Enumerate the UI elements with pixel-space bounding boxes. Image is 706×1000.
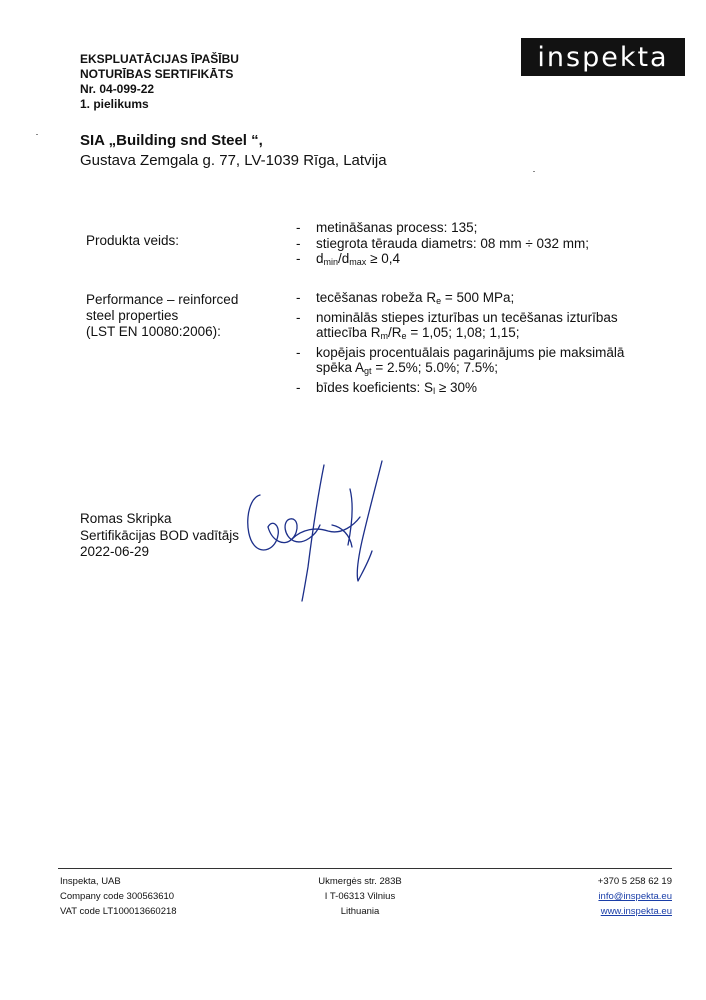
signatory-title: Sertifikācijas BOD vadītājs — [80, 527, 240, 543]
item-text: metināšanas process: 135; — [316, 220, 478, 235]
subscript: e — [436, 296, 442, 306]
subscript: max — [349, 257, 367, 267]
text: spēka A — [316, 360, 365, 375]
list-item — [296, 220, 589, 236]
item-text — [316, 310, 618, 345]
text: nominālās stiepes izturības un tecēšanas izturības — [316, 309, 618, 325]
logo-text: inspekta — [537, 41, 669, 73]
bullet-dash: - — [296, 235, 301, 251]
text: kopējais procentuālais pagarinājums pie maksimālā — [316, 344, 625, 360]
text: attiecība R — [316, 325, 381, 340]
footer-street: Ukmergės str. 283B — [318, 876, 402, 887]
list-item — [296, 380, 624, 400]
certificate-title-line-2: NOTURĪBAS SERTIFIKĀTS — [80, 67, 234, 81]
annex-label: 1. pielikums — [80, 97, 149, 111]
performance-list — [296, 290, 624, 399]
performance-label — [86, 292, 238, 340]
footer-country: Lithuania — [340, 906, 380, 917]
footer-company-code: Company code 300563610 — [60, 891, 175, 902]
footer-company-info — [60, 874, 177, 919]
footer-address — [300, 874, 420, 919]
footer-city: I T-06313 Vilnius — [324, 891, 396, 902]
subscript: l — [433, 385, 436, 396]
signature-date: 2022-06-29 — [80, 544, 150, 559]
item-text — [316, 251, 400, 271]
value: = 1,05; 1,08; 1,15; — [406, 325, 520, 340]
list-item — [296, 236, 589, 252]
handwritten-signature — [232, 455, 392, 615]
signatory-block — [80, 511, 239, 561]
item-text — [316, 290, 514, 310]
label-line: steel properties — [86, 308, 179, 323]
footer-divider — [58, 868, 672, 869]
company-name: SIA „Building snd Steel “, — [80, 132, 263, 149]
value: ≥ 0,4 — [366, 251, 400, 266]
scan-speck — [36, 134, 38, 135]
list-item — [296, 290, 624, 310]
item-text: stiegrota tērauda diametrs: 08 mm ÷ 032 mm; — [316, 235, 590, 251]
label-line: (LST EN 10080:2006): — [86, 324, 221, 339]
certificate-number: Nr. 04-099-22 — [80, 82, 155, 96]
inspekta-logo — [521, 38, 685, 76]
bullet-dash: - — [296, 379, 301, 395]
value: = 2.5%; 5.0%; 7.5%; — [371, 360, 499, 375]
value: = 500 MPa; — [441, 290, 515, 305]
footer-vat-code: VAT code LT100013660218 — [60, 906, 177, 917]
certificate-header — [80, 52, 239, 112]
product-list — [296, 220, 589, 271]
list-item — [296, 310, 624, 345]
item-text — [316, 380, 477, 400]
text: /R — [388, 325, 402, 340]
footer-contacts — [520, 874, 672, 919]
footer-phone: +370 5 258 62 19 — [597, 876, 672, 887]
bullet-dash: - — [296, 220, 301, 235]
company-address: Gustava Zemgala g. 77, LV-1039 Rīga, Latvija — [80, 152, 387, 169]
symbol: /d — [338, 251, 350, 266]
footer-email-link[interactable]: info@inspekta.eu — [598, 891, 672, 902]
item-text — [316, 345, 624, 380]
text: tecēšanas robeža R — [316, 290, 437, 305]
list-item — [296, 251, 589, 271]
subscript: e — [401, 331, 407, 341]
subscript: min — [323, 257, 339, 267]
bullet-dash: - — [296, 290, 301, 305]
label-line: Performance – reinforced — [86, 292, 239, 307]
certificate-title-line-1: EKSPLUATĀCIJAS ĪPAŠĪBU — [80, 52, 239, 66]
subscript: gt — [364, 366, 372, 376]
footer-company-name: Inspekta, UAB — [60, 876, 121, 887]
signatory-name: Romas Skripka — [80, 511, 172, 526]
text: bīdes koeficients: S — [316, 379, 434, 395]
list-item — [296, 345, 624, 380]
subscript: m — [380, 331, 389, 341]
symbol: d — [316, 251, 324, 266]
value: ≥ 30% — [435, 379, 478, 395]
company-block — [80, 131, 387, 171]
footer-website-link[interactable]: www.inspekta.eu — [600, 906, 672, 917]
bullet-dash: - — [296, 309, 301, 325]
bullet-dash: - — [296, 251, 301, 266]
product-label: Produkta veids: — [86, 233, 180, 248]
scan-speck — [533, 171, 535, 172]
bullet-dash: - — [296, 344, 301, 360]
